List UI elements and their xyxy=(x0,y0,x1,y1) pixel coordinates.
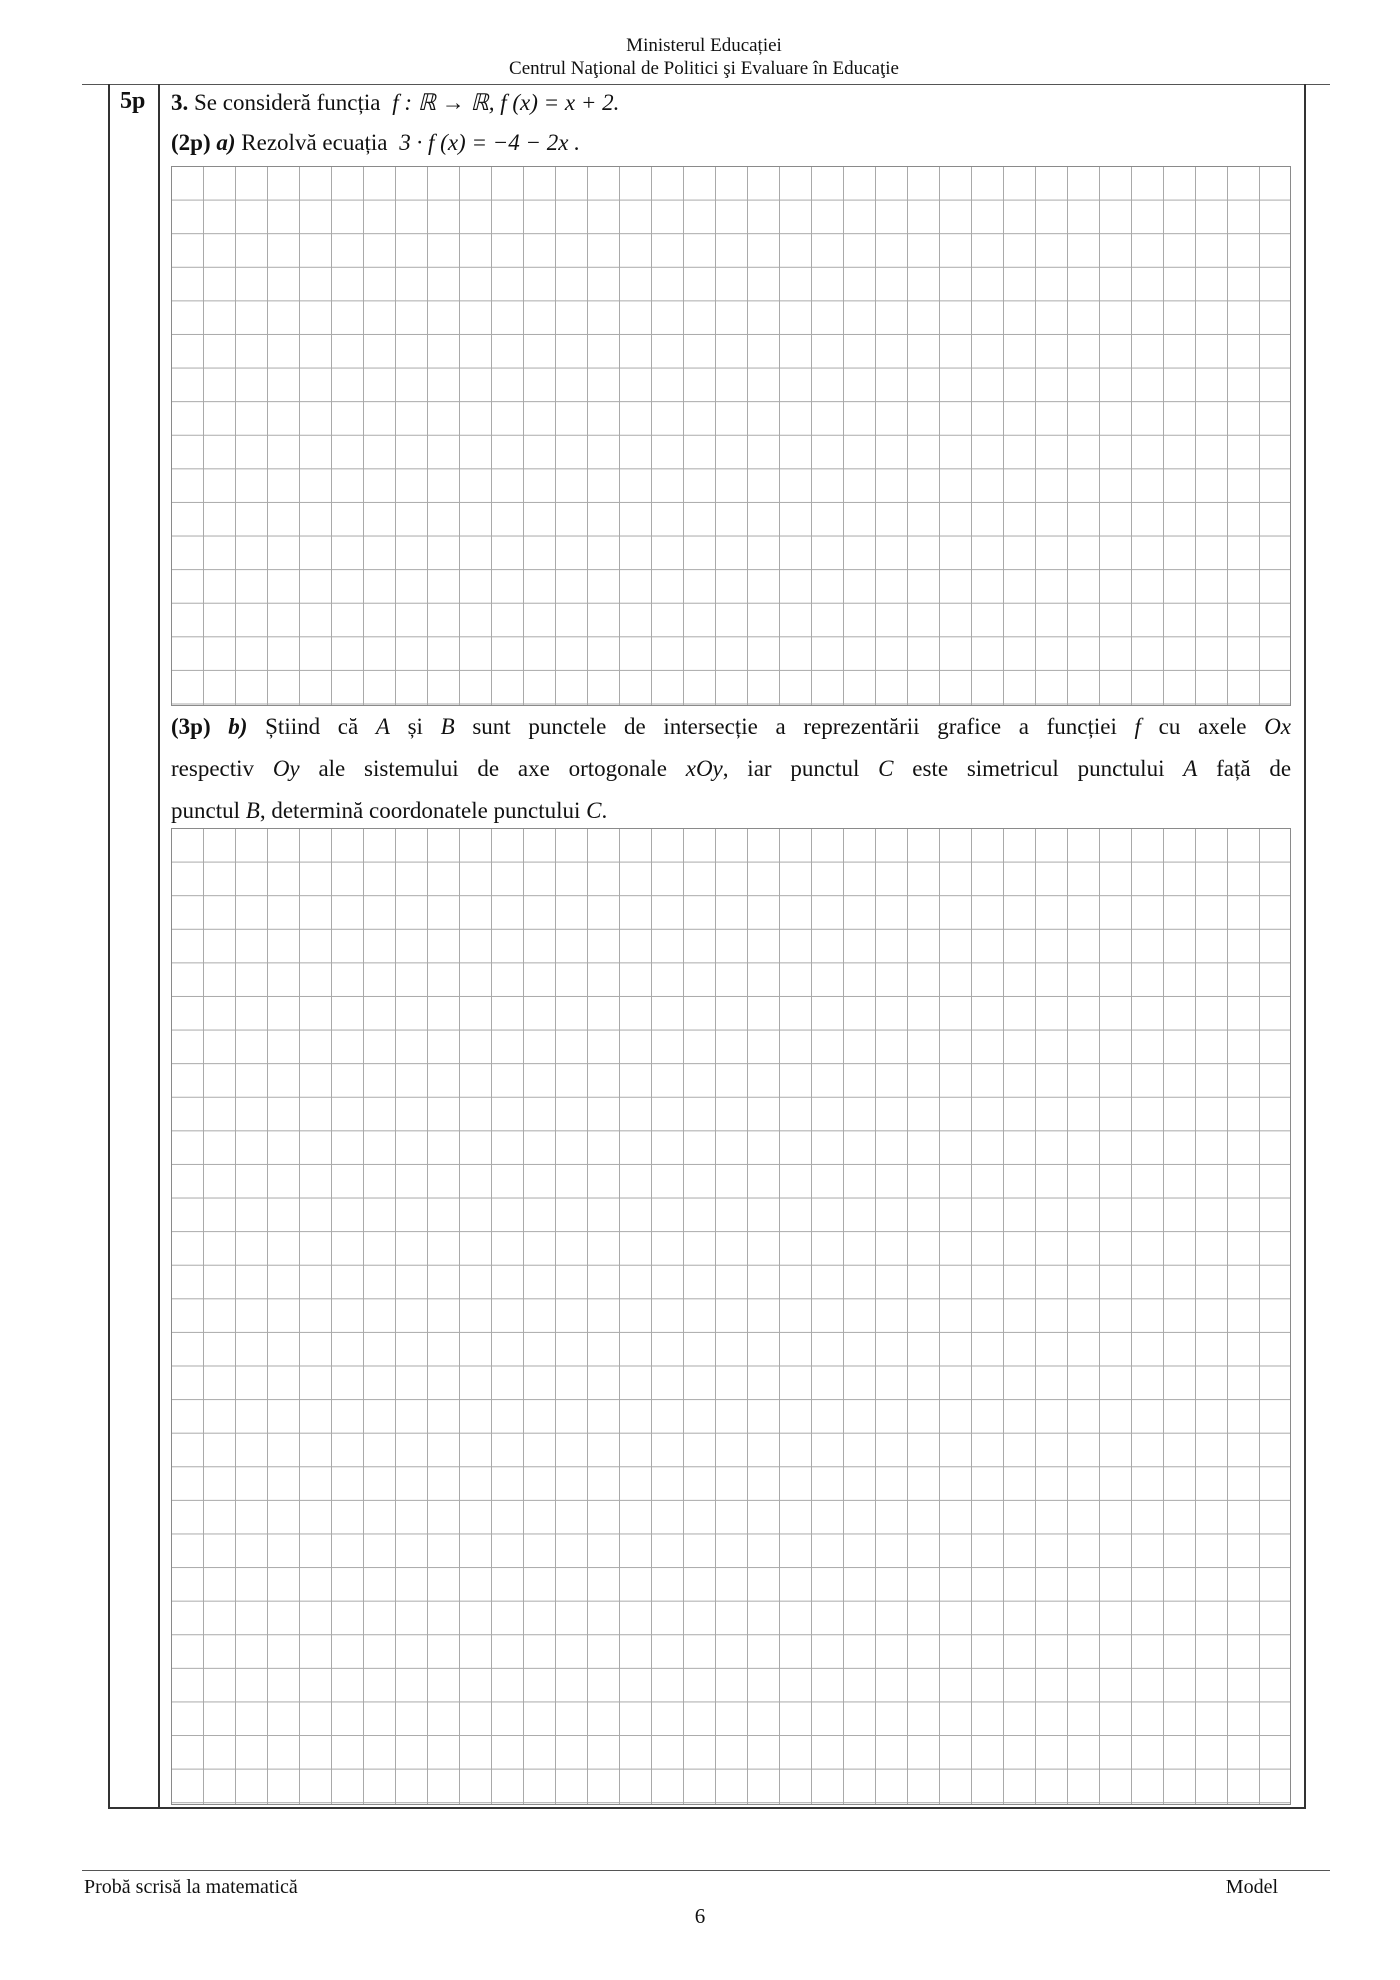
part-b-text: sunt punctele de intersecție a reprezentării grafice a funcției xyxy=(472,714,1117,739)
part-b-statement xyxy=(171,706,1291,832)
part-a-equation: 3 · f (x) = −4 − 2x . xyxy=(399,130,580,155)
part-b-text: punctul xyxy=(171,798,240,823)
problem-number: 3. xyxy=(171,90,189,115)
part-a-label: a) xyxy=(216,130,236,155)
part-b-text: , iar punctul xyxy=(722,756,860,781)
function-definition: f : ℝ → ℝ, f (x) = x + 2. xyxy=(392,90,620,115)
page-header xyxy=(0,34,1400,80)
part-b-text: față de xyxy=(1216,756,1292,781)
axis-oy: Oy xyxy=(272,756,300,781)
footer-rule xyxy=(82,1870,1330,1871)
axis-ox: Ox xyxy=(1264,714,1292,739)
part-a-text: Rezolvă ecuația xyxy=(241,130,388,155)
part-b-text: Știind că xyxy=(265,714,359,739)
system-xoy: xOy xyxy=(685,756,723,781)
part-b-text: . xyxy=(601,798,608,823)
part-b-line-2 xyxy=(171,748,1291,790)
problem-statement xyxy=(171,90,619,116)
part-b-text: , determină coordonatele punctului xyxy=(259,798,581,823)
answer-grid-a[interactable] xyxy=(171,166,1291,706)
part-a-points: (2p) xyxy=(171,130,211,155)
problem-points: 5p xyxy=(120,88,146,114)
page-number: 6 xyxy=(694,1904,706,1928)
part-b-text: cu axele xyxy=(1158,714,1247,739)
point-b: B xyxy=(245,798,260,823)
part-b-text: este simetricul punctului xyxy=(912,756,1165,781)
part-a-statement xyxy=(171,130,580,156)
problem-statement-text: Se consideră funcția xyxy=(194,90,381,115)
footer-exam-title: Probă scrisă la matematică xyxy=(84,1876,298,1898)
part-b-text: ale sistemului de axe ortogonale xyxy=(318,756,667,781)
point-b: B xyxy=(440,714,455,739)
part-b-text: și xyxy=(407,714,423,739)
part-b-text: respectiv xyxy=(171,756,255,781)
function-f: f xyxy=(1134,714,1141,739)
point-a: A xyxy=(375,714,390,739)
header-ministry: Ministerul Educației xyxy=(626,35,782,56)
point-a: A xyxy=(1183,756,1198,781)
footer-model-label: Model xyxy=(1225,1876,1278,1898)
part-b-line-3 xyxy=(171,790,1291,832)
part-b-line-1 xyxy=(171,706,1291,748)
point-c: C xyxy=(586,798,602,823)
part-b-points: (3p) xyxy=(171,714,211,739)
answer-grid-b[interactable] xyxy=(171,828,1291,1805)
header-center: Centrul Naţional de Politici şi Evaluare în Educaţie xyxy=(509,58,899,79)
part-b-label: b) xyxy=(228,714,248,739)
points-column-divider xyxy=(158,84,160,1809)
point-c: C xyxy=(878,756,894,781)
